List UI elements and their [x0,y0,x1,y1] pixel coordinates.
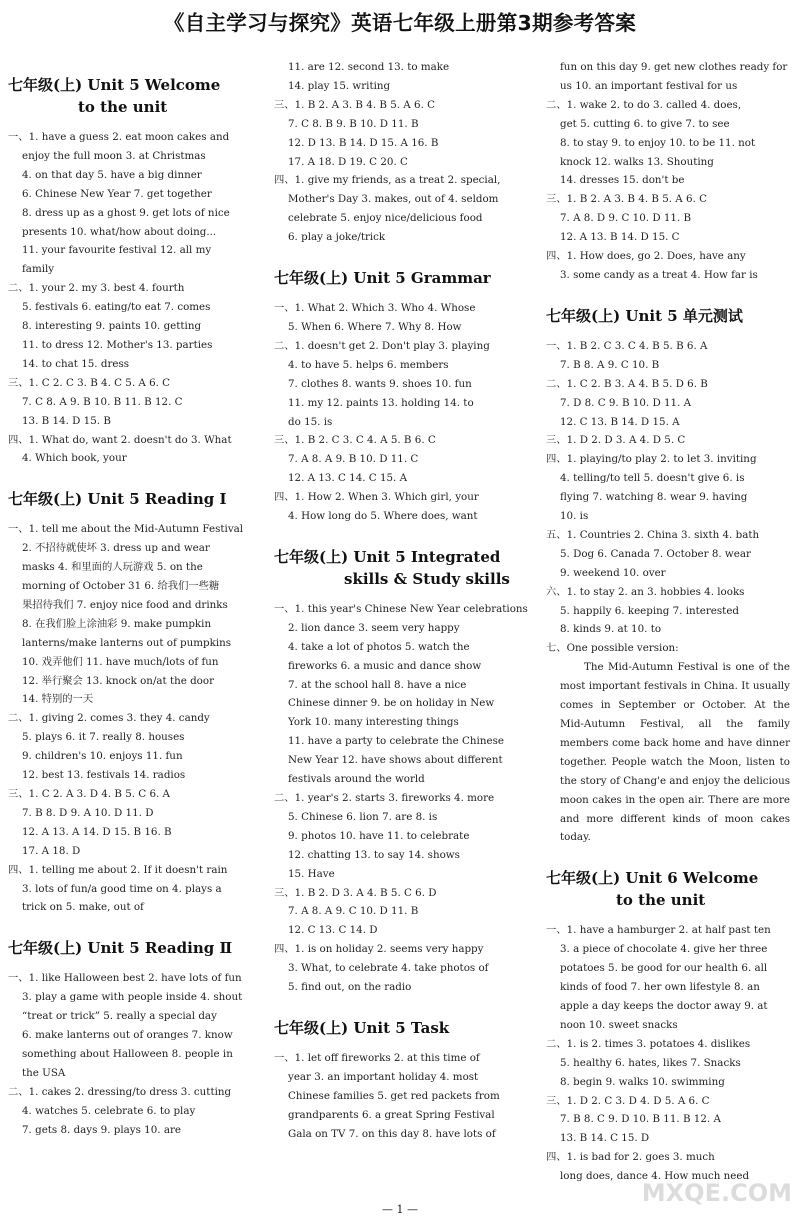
unit-heading-line: to the unit [616,891,706,910]
answer-line: 5. When 6. Where 7. Why 8. How [288,320,462,333]
answer-column-middle [274,58,528,1144]
answer-line: 12. A 13. B 14. D 15. C [560,231,680,244]
answer-line: 7. at the school hall 8. have a nice [288,678,467,691]
answer-line: 四、1. How does, go 2. Does, have any [546,250,746,263]
answer-line: 12. D 13. B 14. D 15. A 16. B [288,136,439,149]
answer-line: 一、1. What 2. Which 3. Who 4. Whose [274,302,476,315]
answer-line: 7. B 8. C 9. D 10. B 11. B 12. A [560,1113,721,1126]
answer-line: 3. lots of fun/a good time on 4. plays a [22,882,222,895]
answer-line: 四、1. is bad for 2. goes 3. much [546,1151,715,1164]
page-title: 《自主学习与探究》英语七年级上册第3期参考答案 [163,11,637,35]
answer-line: 8. 在我们脸上涂油彩 9. make pumpkin [22,617,212,630]
answer-line: 4. to have 5. helps 6. members [288,358,449,371]
answer-line: 5. plays 6. it 7. really 8. houses [22,731,185,744]
answer-line: 三、1. B 2. A 3. B 4. B 5. A 6. C [274,98,435,111]
answer-line: 5. Dog 6. Canada 7. October 8. wear [560,547,751,560]
answer-line: 二、1. your 2. my 3. best 4. fourth [8,282,185,295]
answer-line: 8. dress up as a ghost 9. get lots of nice [22,206,230,219]
answer-line: 二、1. doesn't get 2. Don't play 3. playing [274,339,490,352]
unit-heading [8,937,255,959]
answer-line: 11. are 12. second 13. to make [288,61,450,73]
answer-line: 13. B 14. D 15. B [22,414,111,427]
answer-line: 8. to stay 9. to enjoy 10. to be 11. not [560,136,756,149]
answer-line: 四、1. How 2. When 3. Which girl, your [274,491,479,504]
unit-heading [546,867,790,911]
answer-line: 11. have a party to celebrate the Chinese [288,735,504,748]
answer-line: 7. B 8. D 9. A 10. D 11. D [22,806,154,819]
answer-line: 一、1. let off fireworks 2. at this time of [274,1051,480,1064]
unit-heading-line: 七年级(上) Unit 5 Reading Ⅰ [8,490,227,509]
unit-heading-line: 七年级(上) Unit 5 单元测试 [546,306,743,325]
answer-line: 9. weekend 10. over [560,566,666,579]
answer-line: 一、1. tell me about the Mid-Autumn Festival [8,523,244,536]
unit-heading [546,305,790,327]
answer-line: celebrate 5. enjoy nice/delicious food [288,212,483,225]
answer-line: something about Halloween 8. people in [22,1047,233,1060]
answer-line: kinds of food 7. her own lifestyle 8. an [560,981,760,994]
answer-line: 二、1. year's 2. starts 3. fireworks 4. more [274,792,495,804]
answer-line: 3. some candy as a treat 4. How far is [560,268,758,281]
site-watermark: MXQE.COM [641,1179,792,1207]
answer-line: 四、1. playing/to play 2. to let 3. inviting [546,453,757,466]
answer-line: year 3. an important holiday 4. most [288,1070,479,1083]
answer-line: grandparents 6. a great Spring Festival [288,1108,495,1121]
answer-line: long does, dance 4. How much need [560,1170,750,1183]
answer-line: York 10. many interesting things [288,716,459,729]
answer-line: 二、1. cakes 2. dressing/to dress 3. cutting [8,1085,232,1098]
answer-line: 12. C 13. C 14. D [288,924,378,937]
answer-line: 一、1. B 2. C 3. C 4. B 5. B 6. A [546,339,708,352]
answer-line: family [22,263,55,276]
answer-line: 5. Chinese 6. lion 7. are 8. is [288,810,438,823]
answer-line: 二、1. C 2. B 3. A 4. B 5. D 6. B [546,377,708,390]
answer-line: 4. How long do 5. Where does, want [288,510,478,523]
answer-line: 四、1. is on holiday 2. seems very happy [274,943,484,956]
answer-line: the USA [22,1066,66,1079]
answer-line: presents 10. what/how about doing... [22,225,217,238]
answer-line: 7. C 8. A 9. B 10. B 11. B 12. C [22,395,183,408]
answer-line: fun on this day 9. get new clothes ready for [560,61,788,73]
answer-line: 8. kinds 9. at 10. to [560,623,662,636]
answer-line: 7. C 8. B 9. B 10. D 11. B [288,117,419,130]
unit-heading [274,1017,522,1039]
answer-line: 三、1. B 2. D 3. A 4. B 5. C 6. D [274,886,437,899]
answer-line: 4. on that day 5. have a big dinner [22,168,202,181]
answer-line: 一、1. this year's Chinese New Year celebrations [274,602,528,615]
answer-line: lanterns/make lanterns out of pumpkins [22,636,232,649]
answer-line: Chinese dinner 9. be on holiday in New [288,697,495,710]
answer-line: 二、1. is 2. times 3. potatoes 4. dislikes [546,1037,751,1050]
answer-line: 2. 不招待就使坏 3. dress up and wear [22,542,210,555]
answer-line: 7. D 8. C 9. B 10. D 11. A [560,396,692,409]
answer-line: 一、1. have a hamburger 2. at half past ten [546,924,771,937]
answer-line: 三、1. C 2. C 3. B 4. C 5. A 6. C [8,376,171,389]
answer-column-left [8,48,255,1140]
unit-heading-line: skills & Study skills [344,569,510,588]
answer-line: 5. find out, on the radio [288,981,412,994]
answer-line: 15. Have [288,867,335,880]
answer-line: 14. 特别的一天 [22,693,94,706]
answer-line: 4. Which book, your [22,452,127,465]
answer-line: New Year 12. have shows about different [288,754,503,767]
page-number: — 1 — [382,1203,418,1216]
answer-line: 9. children's 10. enjoys 11. fun [22,750,183,763]
answer-line: 一、1. like Halloween best 2. have lots of fun [8,972,242,985]
unit-heading-line: 七年级(上) Unit 5 Integrated [274,547,501,566]
answer-line: Chinese families 5. get red packets from [288,1089,500,1102]
answer-line: morning of October 31 6. 给我们一些糖 [22,580,220,593]
answer-line: 果招待我们 7. enjoy nice food and drinks [22,598,228,611]
answer-line: 10. 戏弄他们 11. have much/lots of fun [22,655,219,668]
answer-line: 五、1. Countries 2. China 3. sixth 4. bath [546,528,760,541]
answer-line: 17. A 18. D [22,844,81,857]
answer-line: do 15. is [288,415,333,428]
answer-line: 三、1. B 2. C 3. C 4. A 5. B 6. C [274,434,436,447]
answer-line: 一、1. have a guess 2. eat moon cakes and [8,131,230,143]
answer-line: 3. What, to celebrate 4. take photos of [288,962,489,975]
answer-line: 四、1. give my friends, as a treat 2. special, [274,174,501,187]
answer-line: 9. photos 10. have 11. to celebrate [288,829,470,842]
sample-essay: The Mid-Autumn Festival is one of the most important festivals in China. It usually comes in September or October. At the Mid-Autumn Festival, all the family members come back home and have dinner together. People watch the Moon, listen to the story of Chang'e and enjoy the delicious moon cakes in the open air. There are more and more different kinds of moon cakes today. [560,661,790,844]
answer-line: 14. to chat 15. dress [22,357,130,370]
unit-heading-line: to the unit [78,98,168,116]
answer-line: “treat or trick” 5. really a special day [22,1010,217,1023]
answer-line: 5. festivals 6. eating/to eat 7. comes [22,301,211,314]
unit-heading [8,488,255,510]
answer-line: 7. clothes 8. wants 9. shoes 10. fun [288,377,472,390]
unit-heading-line: 七年级(上) Unit 5 Grammar [274,269,491,288]
answer-line: 四、1. telling me about 2. If it doesn't rain [8,863,228,876]
answer-line: festivals around the world [288,773,425,786]
answer-line: 7. gets 8. days 9. plays 10. are [22,1123,181,1136]
answer-line: 12. 举行聚会 13. knock on/at the door [22,674,215,687]
unit-heading [274,546,522,590]
answer-line: fireworks 6. a music and dance show [288,659,482,672]
answer-line: 三、1. D 2. D 3. A 4. D 5. C [546,434,686,447]
unit-heading [8,74,255,118]
answer-line: 四、1. What do, want 2. doesn't do 3. What [8,433,232,446]
answer-line: 二、1. giving 2. comes 3. they 4. candy [8,712,210,725]
answer-column-right [546,58,790,1186]
answer-line: 七、One possible version: [546,642,679,655]
answer-line: 三、1. D 2. C 3. D 4. D 5. A 6. C [546,1094,710,1107]
answer-line: 11. your favourite festival 12. all my [22,244,212,257]
answer-line: 6. Chinese New Year 7. get together [22,187,212,200]
unit-heading-line: 七年级(上) Unit 5 Reading Ⅱ [8,939,233,958]
answer-line: 7. A 8. A 9. C 10. D 11. B [288,905,419,918]
answer-line: 11. to dress 12. Mother's 13. parties [22,338,213,351]
answer-line: 3. play a game with people inside 4. shout [22,991,243,1004]
answer-line: Mother's Day 3. makes, out of 4. seldom [288,193,499,206]
answer-line: 12. C 13. B 14. D 15. A [560,415,680,428]
answer-line: 2. lion dance 3. seem very happy [288,621,460,634]
answer-line: masks 4. 和里面的人玩游戏 5. on the [22,561,203,574]
answer-line: 二、1. wake 2. to do 3. called 4. does, [546,98,742,111]
unit-heading-line: 七年级(上) Unit 5 Welcome [8,76,221,94]
answer-line: 7. A 8. D 9. C 10. D 11. B [560,212,692,225]
answer-line: apple a day keeps the doctor away 9. at [560,999,768,1012]
answer-line: Gala on TV 7. on this day 8. have lots of [288,1127,496,1140]
answer-line: potatoes 5. be good for our health 6. all [560,962,768,975]
answer-line: 17. A 18. D 19. C 20. C [288,155,408,168]
answer-line: 12. chatting 13. to say 14. shows [288,848,460,861]
answer-line: 3. a piece of chocolate 4. give her three [560,943,768,956]
answer-line: 12. A 13. C 14. C 15. A [288,472,408,485]
answer-line: 11. my 12. paints 13. holding 14. to [288,396,474,409]
answer-line: flying 7. watching 8. wear 9. having [560,491,748,504]
answer-line: 12. best 13. festivals 14. radios [22,769,186,782]
answer-line: 6. make lanterns out of oranges 7. know [22,1029,233,1042]
answer-line: 5. happily 6. keeping 7. interested [560,604,740,617]
answer-line: 13. B 14. C 15. D [560,1132,650,1145]
answer-line: trick on 5. make, out of [22,901,144,914]
answer-line: 六、1. to stay 2. an 3. hobbies 4. looks [546,585,745,598]
answer-line: 三、1. B 2. A 3. B 4. B 5. A 6. C [546,193,707,206]
answer-line: noon 10. sweet snacks [560,1018,678,1031]
answer-line: 8. begin 9. walks 10. swimming [560,1075,725,1088]
answer-line: 4. telling/to tell 5. doesn't give 6. is [560,472,745,485]
unit-heading-line: 七年级(上) Unit 5 Task [274,1018,450,1037]
answer-line: knock 12. walks 13. Shouting [560,155,714,168]
answer-line: 12. A 13. A 14. D 15. B 16. B [22,825,172,838]
answer-line: get 5. cutting 6. to give 7. to see [560,117,730,130]
answer-line: 4. watches 5. celebrate 6. to play [22,1104,196,1117]
answer-line: 7. B 8. A 9. C 10. B [560,358,660,371]
answer-line: enjoy the full moon 3. at Christmas [22,149,206,162]
answer-line: 10. is [560,510,589,523]
answer-line: 三、1. C 2. A 3. D 4. B 5. C 6. A [8,788,170,800]
answer-line: 4. take a lot of photos 5. watch the [288,640,470,653]
unit-heading-line: 七年级(上) Unit 6 Welcome [546,869,759,888]
answer-line: 6. play a joke/trick [288,231,386,244]
answer-line: us 10. an important festival for us [560,79,738,92]
unit-heading [274,267,522,289]
answer-line: 14. play 15. writing [288,79,391,92]
answer-line: 14. dresses 15. don't be [560,174,685,187]
answer-line: 5. healthy 6. hates, likes 7. Snacks [560,1056,741,1069]
answer-line: 8. interesting 9. paints 10. getting [22,320,202,333]
answer-line: 7. A 8. A 9. B 10. D 11. C [288,453,419,466]
